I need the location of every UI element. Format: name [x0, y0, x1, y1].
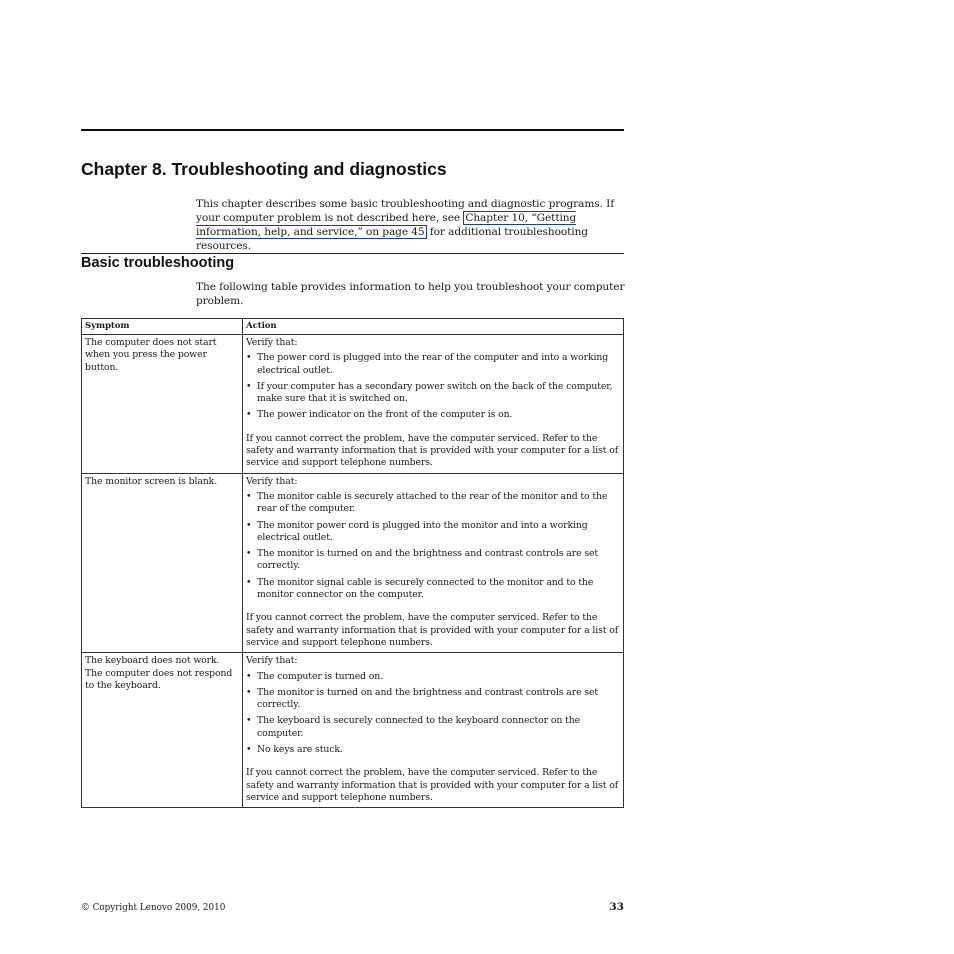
check-item: [246, 491, 620, 516]
bullet-icon: •: [246, 352, 252, 364]
check-item: [246, 352, 620, 377]
chapter-10-cross-reference-link[interactable]: Chapter 10, “Getting information, help, and service,” on page 45: [196, 212, 577, 238]
chapter-title: Chapter 8. Troubleshooting and diagnostics: [81, 159, 447, 179]
bullet-icon: •: [246, 576, 252, 588]
table-row: [82, 653, 624, 808]
check-list: [246, 491, 620, 601]
verify-label: Verify that:: [246, 475, 298, 487]
check-item-text: The power indicator on the front of the computer is on.: [257, 409, 513, 421]
check-item-text: The monitor cable is securely attached to the rear of the monitor and to the rear of the computer.: [257, 490, 608, 515]
action-cell: [243, 473, 624, 653]
page-number: 33: [609, 901, 624, 913]
header-symptom: Symptom: [82, 319, 243, 335]
action-cell: [243, 335, 624, 474]
check-item: [246, 520, 620, 545]
section-intro: The following table provides information to help you troubleshoot your computer problem.: [196, 281, 625, 307]
check-item-text: The keyboard is securely connected to the keyboard connector on the computer.: [257, 715, 580, 739]
check-item-text: The monitor is turned on and the brightness and contrast controls are set correctly.: [257, 686, 599, 711]
service-note: If you cannot correct the problem, have the computer serviced. Refer to the safety and warranty information that is provided with your computer for a list of service and support telephone numbers.: [246, 767, 619, 803]
check-item: [246, 744, 620, 756]
check-item-text: The monitor signal cable is securely connected to the monitor and to the monitor connector on the computer.: [257, 576, 594, 601]
bullet-icon: •: [246, 715, 252, 727]
check-item-text: The computer is turned on.: [257, 670, 384, 682]
copyright-notice: © Copyright Lenovo 2009, 2010: [81, 903, 226, 913]
check-item-text: No keys are stuck.: [257, 744, 343, 756]
check-list: [246, 352, 620, 421]
chapter-intro: [196, 197, 626, 253]
bullet-icon: •: [246, 490, 252, 502]
bullet-icon: •: [246, 519, 252, 531]
bullet-icon: •: [246, 686, 252, 698]
troubleshooting-table: [81, 318, 624, 808]
intro-text-before: This chapter describes some basic troubleshooting and diagnostic programs. If your computer problem is not described here, see: [196, 198, 615, 224]
table-header-row: [82, 319, 624, 335]
check-item-text: If your computer has a secondary power switch on the back of the computer, make sure that it is switched on.: [257, 380, 613, 405]
check-item: [246, 577, 620, 602]
bullet-icon: •: [246, 670, 252, 682]
symptom-cell: The keyboard does not work. The computer does not respond to the keyboard.: [82, 653, 243, 808]
check-item: [246, 671, 620, 683]
check-item-text: The monitor power cord is plugged into the monitor and into a working electrical outlet.: [257, 519, 588, 543]
symptom-cell: The monitor screen is blank.: [82, 473, 243, 653]
bullet-icon: •: [246, 744, 252, 756]
verify-label: Verify that:: [246, 655, 298, 667]
check-list: [246, 671, 620, 757]
action-cell: [243, 653, 624, 808]
verify-label: Verify that:: [246, 337, 298, 348]
bullet-icon: •: [246, 409, 252, 421]
service-note: If you cannot correct the problem, have the computer serviced. Refer to the safety and warranty information that is provided with your computer for a list of service and support telephone numbers.: [246, 612, 619, 648]
intro-text-after: for additional troubleshooting resources.: [196, 226, 588, 252]
check-item: [246, 409, 620, 421]
header-action: Action: [243, 319, 624, 335]
table-row: [82, 473, 624, 653]
bullet-icon: •: [246, 548, 252, 560]
check-item: [246, 548, 620, 573]
check-item-text: The power cord is plugged into the rear of the computer and into a working electrical outlet.: [257, 352, 609, 376]
check-item: [246, 381, 620, 406]
chapter-top-rule: [81, 129, 624, 131]
bullet-icon: •: [246, 380, 252, 392]
check-item-text: The monitor is turned on and the brightness and contrast controls are set correctly.: [257, 548, 599, 572]
section-title: Basic troubleshooting: [81, 255, 235, 271]
symptom-cell: The computer does not start when you press the power button.: [82, 335, 243, 474]
service-note: If you cannot correct the problem, have the computer serviced. Refer to the safety and warranty information that is provided with your computer for a list of service and support telephone numbers.: [246, 432, 619, 469]
table-row: [82, 335, 624, 474]
section-rule: [81, 253, 624, 254]
check-item: [246, 715, 620, 740]
check-item: [246, 687, 620, 712]
